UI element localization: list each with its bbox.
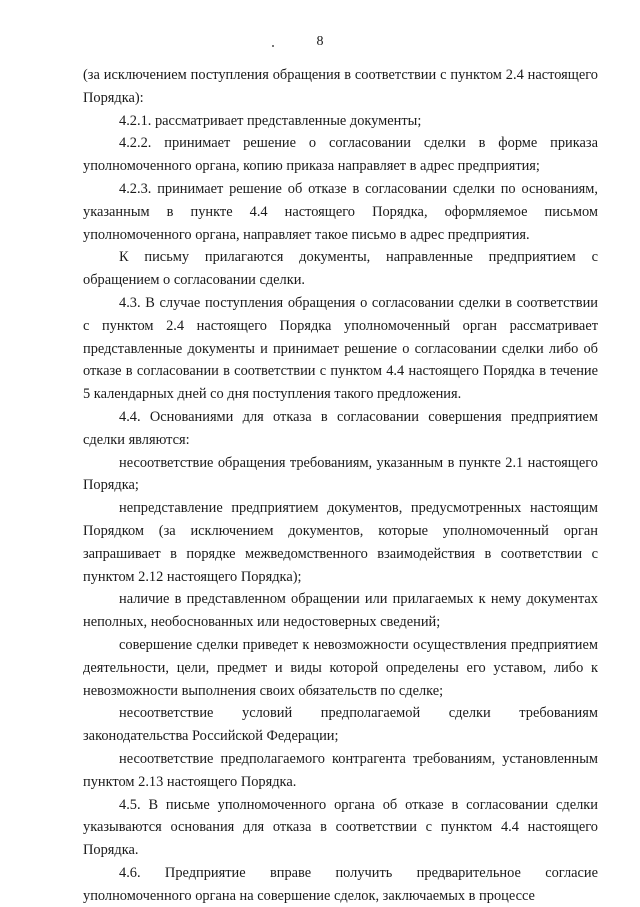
paragraph: непредставление предприятием документов, предусмотренных настоящим Порядком (за исключением документов, которые уполномоченный орган запрашивает в порядке межведомственного взаимодействия в соответствии с пунктом 2.12 настоящего Порядка); xyxy=(83,500,598,585)
paragraph: (за исключением поступления обращения в соответствии с пунктом 2.4 настоящего Порядка): xyxy=(83,67,598,106)
paragraph: наличие в представленном обращении или прилагаемых к нему документах неполных, необоснованных или недостоверных сведений; xyxy=(83,591,598,631)
paragraph: 4.3. В случае поступления обращения о согласовании сделки в соответствии с пунктом 2.4 настоящего Порядка уполномоченный орган рассматривает представленные документы и принимает решение о согласовании сделки либо об отказе в согласовании в соответствии с пунктом 4.4 настоящего Порядка в течение 5 календарных дней со дня поступления такого предложения. xyxy=(83,294,598,403)
paragraph: 4.2.1. рассматривает представленные документы; xyxy=(119,112,422,129)
paragraph: 4.5. В письме уполномоченного органа об отказе в согласовании сделки указываются основания для отказа в соответствии с пунктом 4.4 настоящего Порядка. xyxy=(83,796,598,859)
paragraph: 4.4. Основаниями для отказа в согласовании совершения предприятием сделки являются: xyxy=(83,408,598,448)
paragraph: К письму прилагаются документы, направленные предприятием с обращением о согласовании сделки. xyxy=(83,249,598,289)
paragraph: 4.6. Предприятие вправе получить предварительное согласие уполномоченного органа на совершение сделок, заключаемых в процессе xyxy=(83,864,598,904)
paragraph: совершение сделки приведет к невозможности осуществления предприятием деятельности, цели, предмет и виды которой определены его уставом, либо к невозможности выполнения своих обязательств по сделке; xyxy=(83,636,598,699)
paragraph: 4.2.3. принимает решение об отказе в согласовании сделки по основаниям, указанным в пункте 4.4 настоящего Порядка, оформляемое письмом уполномоченного органа, направляет такое письмо в адрес предприятия. xyxy=(83,180,598,243)
paragraph: 4.2.2. принимает решение о согласовании сделки в форме приказа уполномоченного органа, копию приказа направляет в адрес предприятия; xyxy=(83,135,598,175)
page-number: 8 xyxy=(316,34,324,49)
document-body xyxy=(83,64,598,907)
paragraph: несоответствие обращения требованиям, указанным в пункте 2.1 настоящего Порядка; xyxy=(83,454,598,494)
paragraph: несоответствие условий предполагаемой сделки требованиям законодательства Российской Федерации; xyxy=(83,705,598,745)
paragraph: несоответствие предполагаемого контрагента требованиям, установленным пунктом 2.13 настоящего Порядка. xyxy=(83,750,598,790)
